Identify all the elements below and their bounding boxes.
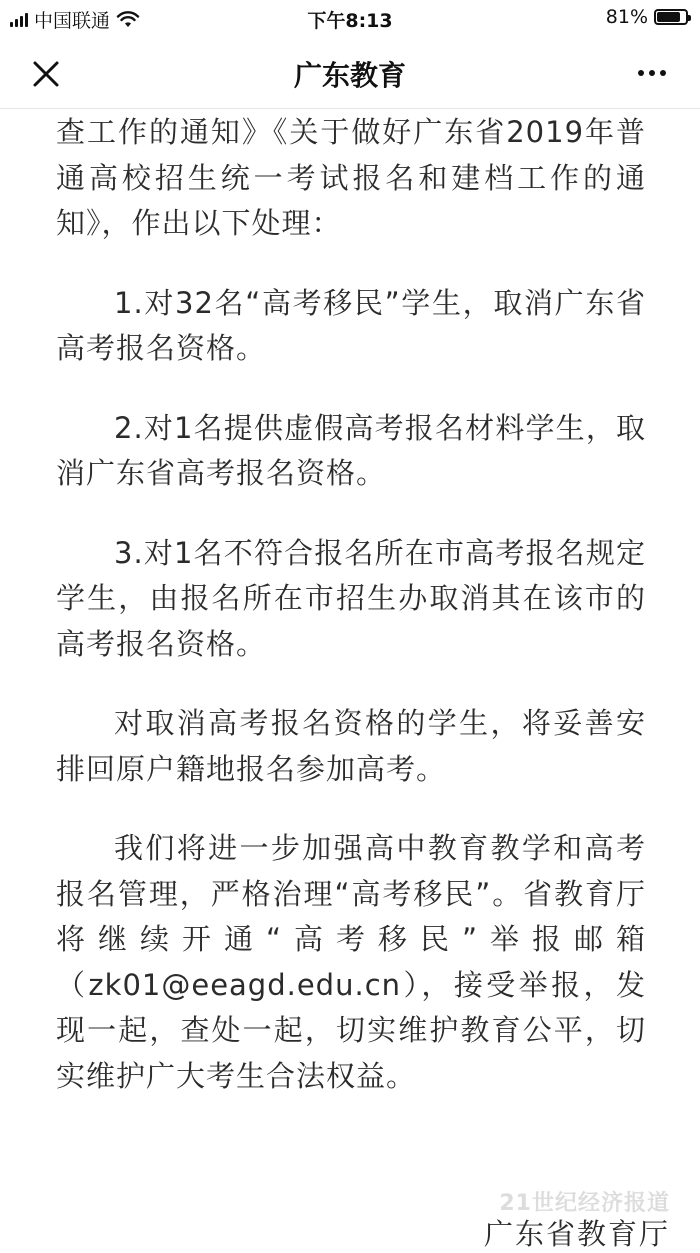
watermark: 21世纪经济报道 [499, 1191, 670, 1216]
battery-icon [654, 9, 688, 25]
article-body [56, 110, 646, 1133]
article-paragraph: 1.对32名“高考移民”学生，取消广东省高考报名资格。 [56, 285, 646, 365]
article-paragraph: 3.对1名不符合报名所在市高考报名规定学生，由报名所在市招生办取消其在该市的高考报名资格。 [56, 535, 646, 661]
status-time: 下午8:13 [307, 10, 393, 32]
article-paragraph: 2.对1名提供虚假高考报名材料学生，取消广东省高考报名资格。 [56, 410, 646, 490]
article-paragraph: 对取消高考报名资格的学生，将妥善安排回原户籍地报名参加高考。 [56, 706, 646, 786]
article-paragraph: 查工作的通知》《关于做好广东省2019年普通高校招生统一考试报名和建档工作的通知》，作出以下处理： [56, 115, 646, 240]
more-icon-dot [660, 70, 666, 76]
battery-fill [657, 12, 680, 22]
more-button[interactable] [630, 58, 674, 88]
carrier-label: 中国联通 [34, 10, 111, 32]
battery-percent: 81% [605, 6, 648, 28]
more-icon-dot [638, 70, 644, 76]
status-right [606, 6, 688, 28]
nav-title: 广东教育 [293, 59, 406, 92]
nav-bar [0, 36, 700, 109]
article-signature: 广东省教育厅 [483, 1217, 670, 1251]
close-button[interactable] [26, 54, 66, 94]
close-icon [32, 60, 60, 88]
article-paragraph: 我们将进一步加强高中教育教学和高考报名管理，严格治理“高考移民”。省教育厅将继续开通“高考移民”举报邮箱（zk01@eeagd.edu.cn），接受举报，发现一起，查处一起，切实维护教育公平，切实维护广大考生合法权益。 [56, 831, 646, 1093]
status-bar [0, 0, 700, 36]
more-icon-dot [649, 70, 655, 76]
